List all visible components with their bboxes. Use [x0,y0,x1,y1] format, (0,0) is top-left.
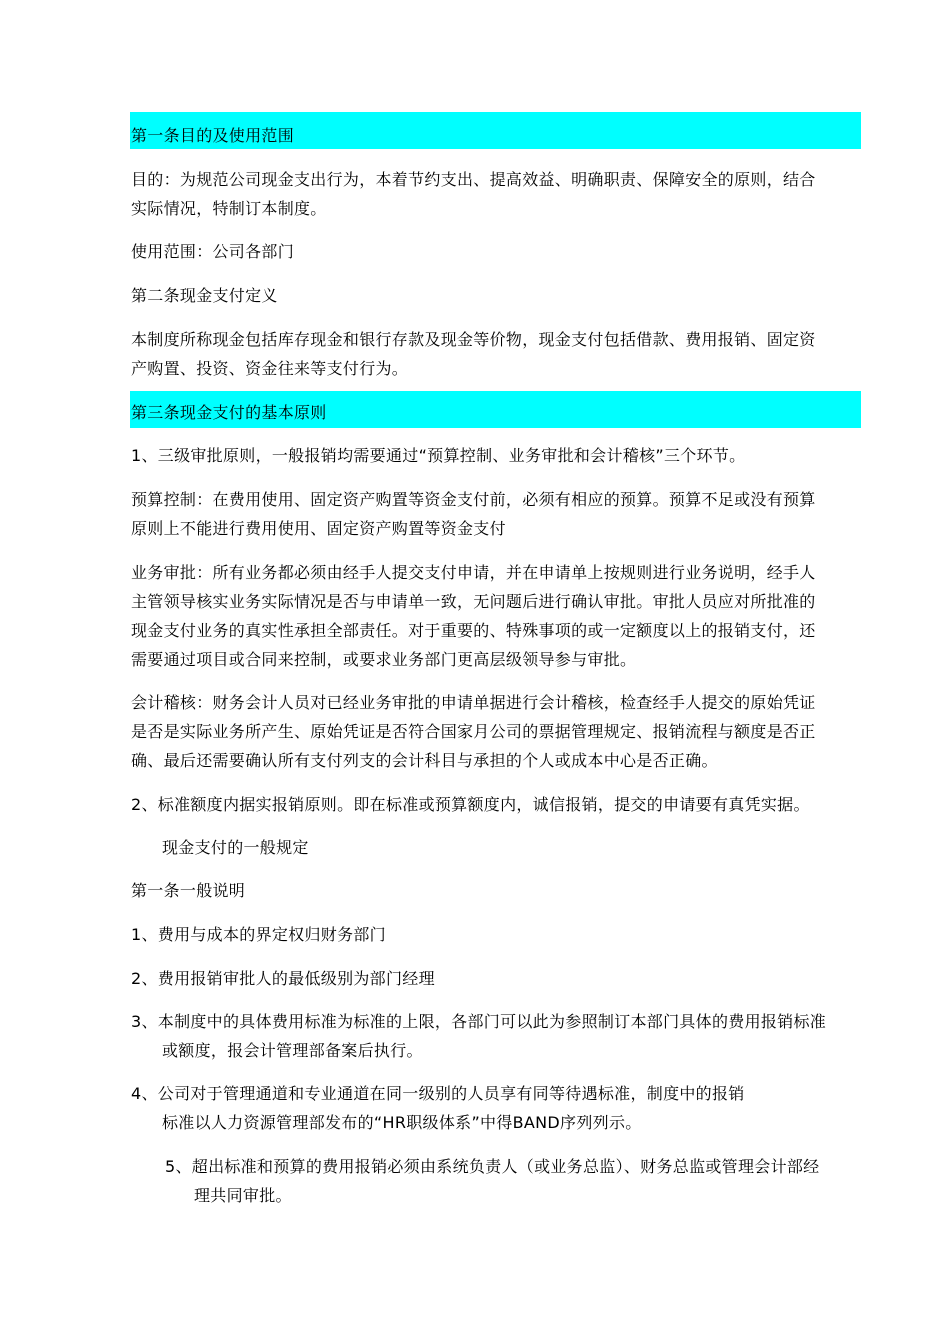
principle-1: 1、三级审批原则，一般报销均需要通过“预算控制、业务审批和会计稽核”三个环节。 [131,446,746,465]
definition-line-1: 本制度所称现金包括库存现金和银行存款及现金等价物，现金支付包括借款、费用报销、固定资 [131,330,816,349]
business-approval-line-4: 需要通过项目或合同来控制，或要求业务部门更高层级领导参与审批。 [131,650,637,669]
definition-line-2: 产购置、投资、资金往来等支付行为。 [131,359,409,378]
accounting-audit-line-1: 会计稽核：财务会计人员对已经业务审批的申请单据进行会计稽核，检查经手人提交的原始凭证 [131,693,816,712]
budget-control-line-1: 预算控制：在费用使用、固定资产购置等资金支付前，必须有相应的预算。预算不足或没有预算 [131,490,816,509]
general-rules-title: 现金支付的一般规定 [162,838,309,857]
general-item-3-line-1: 3、本制度中的具体费用标准为标准的上限，各部门可以此为参照制订本部门具体的费用报销标准 [131,1012,827,1031]
section-3-heading: 第三条现金支付的基本原则 [131,403,327,422]
accounting-audit-line-2: 是否是实际业务所产生、原始凭证是否符合国家月公司的票据管理规定、报销流程与额度是否正 [131,722,816,741]
budget-control-line-2: 原则上不能进行费用使用、固定资产购置等资金支付 [131,519,506,538]
purpose-line-1: 目的：为规范公司现金支出行为，本着节约支出、提高效益、明确职责、保障安全的原则，结合 [131,170,816,189]
general-item-5-line-1: 5、超出标准和预算的费用报销必须由系统负责人（或业务总监）、财务总监或管理会计部经 [165,1157,820,1176]
purpose-line-2: 实际情况，特制订本制度。 [131,199,327,218]
business-approval-line-1: 业务审批：所有业务都必须由经手人提交支付申请，并在申请单上按规则进行业务说明，经手人 [131,563,816,582]
general-item-5-line-2: 理共同审批。 [194,1186,292,1205]
scope-line: 使用范围：公司各部门 [131,242,295,261]
business-approval-line-3: 现金支付业务的真实性承担全部责任。对于重要的、特殊事项的或一定额度以上的报销支付，还 [131,621,816,640]
section-2-heading: 第二条现金支付定义 [131,286,278,305]
general-item-2: 2、费用报销审批人的最低级别为部门经理 [131,969,435,988]
business-approval-line-2: 主管领导核实业务实际情况是否与申请单一致，无问题后进行确认审批。审批人员应对所批准的 [131,592,816,611]
general-item-4-line-2: 标准以人力资源管理部发布的“HR职级体系”中得BAND序列列示。 [162,1113,642,1132]
general-item-4-line-1: 4、公司对于管理通道和专业通道在同一级别的人员享有同等待遇标准，制度中的报销 [131,1084,745,1103]
general-item-1: 1、费用与成本的界定权归财务部门 [131,925,386,944]
accounting-audit-line-3: 确、最后还需要确认所有支付列支的会计科目与承担的个人或成本中心是否正确。 [131,751,718,770]
principle-2: 2、标准额度内据实报销原则。即在标准或预算额度内，诚信报销，提交的申请要有真凭实据。 [131,795,810,814]
section-1-heading: 第一条目的及使用范围 [131,126,295,145]
general-section-1-heading: 第一条一般说明 [131,881,246,900]
general-item-3-line-2: 或额度，报会计管理部备案后执行。 [162,1041,423,1060]
